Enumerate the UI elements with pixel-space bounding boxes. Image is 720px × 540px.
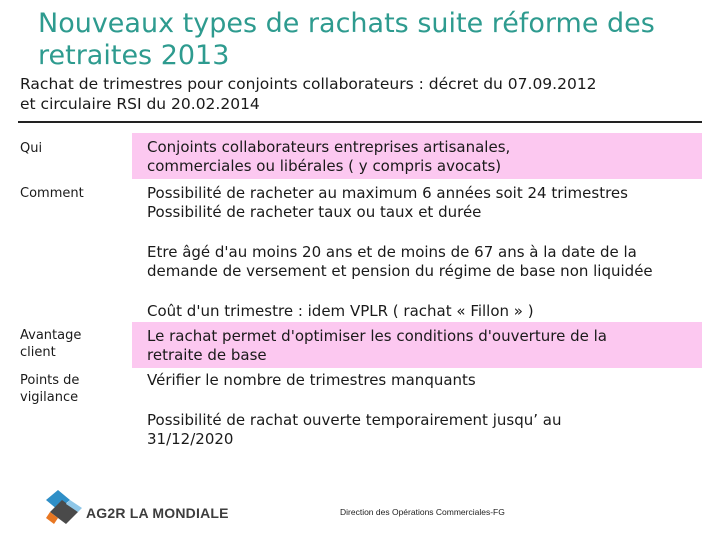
row-comment-p1a: Possibilité de racheter au maximum 6 années soit 24 trimestres xyxy=(147,184,628,202)
row-avantage-label xyxy=(20,327,128,361)
row-comment-p1b: Possibilité de racheter taux ou taux et durée xyxy=(147,203,482,221)
footer-text: Direction des Opérations Commerciales-FG xyxy=(340,507,505,517)
row-vigilance-content xyxy=(132,368,702,458)
row-comment-p2b: demande de versement et pension du régime de base non liquidée xyxy=(147,262,653,280)
row-vigilance-p2a: Possibilité de rachat ouverte temporairement jusqu’ au xyxy=(147,411,562,429)
subtitle-line-1: Rachat de trimestres pour conjoints collaborateurs : décret du 07.09.2012 xyxy=(20,75,597,93)
row-comment-p3: Coût d'un trimestre : idem VPLR ( rachat « Fillon » ) xyxy=(147,302,534,320)
row-vigilance-label xyxy=(20,372,128,406)
row-avantage-label-1: Avantage xyxy=(20,328,82,343)
page-title: Nouveaux types de rachats suite réforme des retraites 2013 xyxy=(38,8,655,71)
row-qui-line-2: commerciales ou libérales ( y compris avocats) xyxy=(147,157,502,175)
row-vigilance xyxy=(18,368,702,458)
header-divider xyxy=(18,121,702,123)
row-avantage-line-1: Le rachat permet d'optimiser les conditions d'ouverture de la xyxy=(147,327,607,345)
row-avantage xyxy=(18,322,702,368)
row-comment xyxy=(18,180,702,320)
row-qui-content xyxy=(132,133,702,179)
row-qui-label: Qui xyxy=(20,141,43,156)
row-avantage-line-2: retraite de base xyxy=(147,346,267,364)
row-vigilance-p2b: 31/12/2020 xyxy=(147,430,234,448)
row-qui-line-1: Conjoints collaborateurs entreprises artisanales, xyxy=(147,138,511,156)
row-avantage-content xyxy=(132,322,702,368)
row-comment-content xyxy=(132,180,702,320)
subtitle-line-2: et circulaire RSI du 20.02.2014 xyxy=(20,95,260,113)
row-comment-p2a: Etre âgé d'au moins 20 ans et de moins de 67 ans à la date de la xyxy=(147,243,637,261)
row-vigilance-label-2: vigilance xyxy=(20,390,79,405)
row-avantage-label-2: client xyxy=(20,345,56,360)
row-comment-label: Comment xyxy=(20,186,84,201)
logo-text: AG2R LA MONDIALE xyxy=(86,505,229,521)
page-subtitle xyxy=(20,74,710,114)
row-qui xyxy=(18,133,702,179)
row-vigilance-label-1: Points de xyxy=(20,373,80,388)
row-vigilance-p1: Vérifier le nombre de trimestres manquants xyxy=(147,371,476,389)
